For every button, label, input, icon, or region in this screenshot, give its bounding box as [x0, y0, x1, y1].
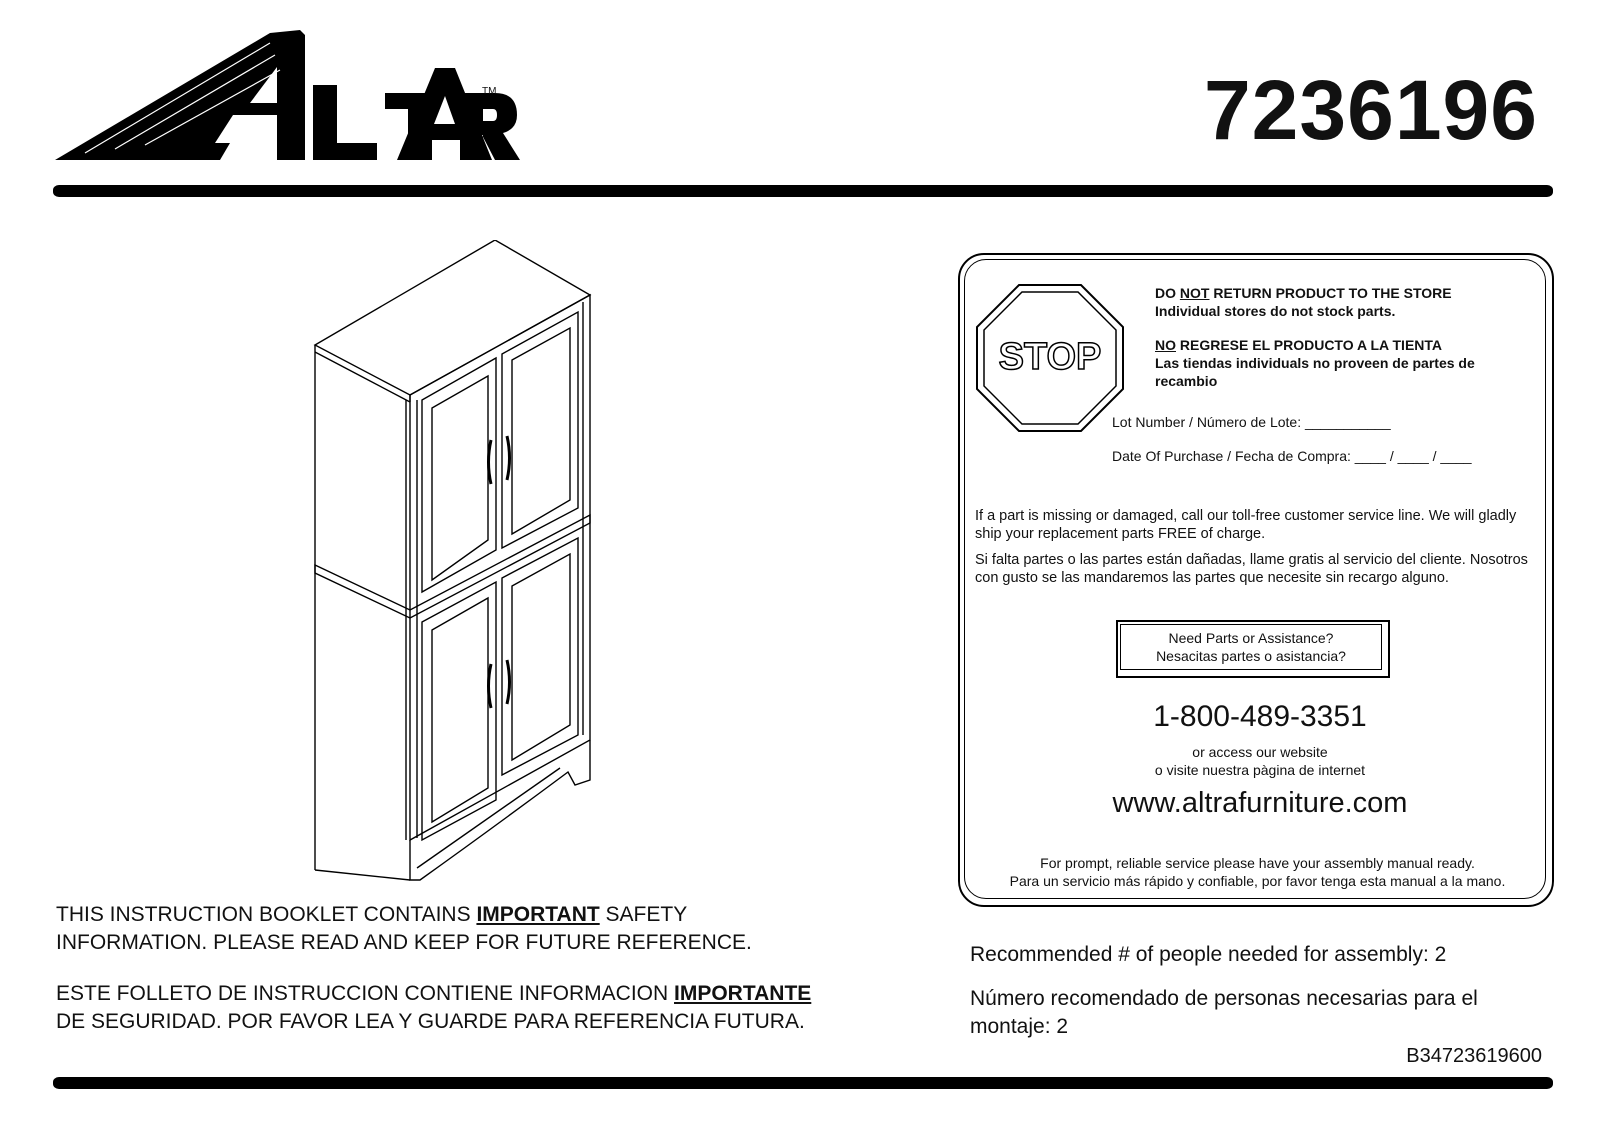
warn-es-sub: Las tiendas individuals no proveen de partes de recambio — [1155, 355, 1475, 389]
warn-es-no: NO — [1155, 337, 1176, 353]
bottom-divider — [53, 1077, 1553, 1089]
model-number: 7236196 — [1203, 63, 1538, 157]
notice-en-text-post: SAFETY — [599, 903, 688, 926]
assistance-box-inner — [1120, 624, 1382, 670]
warning-es — [1155, 336, 1525, 390]
warning-en — [1155, 284, 1525, 320]
notice-es-important: IMPORTANTE — [674, 982, 812, 1005]
trademark-label: TM — [482, 86, 497, 97]
access-website-en: or access our website — [1192, 744, 1328, 760]
prompt-service-en: For prompt, reliable service please have your assembly manual ready. — [1040, 855, 1475, 871]
stop-sign-icon — [975, 283, 1125, 433]
people-needed-en: Recommended # of people needed for assembly: 2 — [970, 943, 1447, 966]
brand-letters — [397, 64, 492, 164]
notice-en-text: THIS INSTRUCTION BOOKLET CONTAINS — [56, 903, 477, 926]
notice-es-text: ESTE FOLLETO DE INSTRUCCION CONTIENE INFORMACION — [56, 982, 675, 1005]
phone-number[interactable]: 1-800-489-3351 — [1153, 700, 1367, 733]
people-needed-es: Número recomendado de personas necesarias para el montaje: 2 — [970, 987, 1478, 1038]
missing-parts-es: Si falta partes o las partes están dañadas, llame gratis al servicio del cliente. Nosotros con gusto se las mandaremos las partes que necesite sin recargo alguno. — [975, 552, 1528, 586]
cabinet-illustration-icon — [310, 240, 610, 895]
assistance-es: Nesacitas partes o asistancia? — [1156, 648, 1346, 664]
website-link[interactable]: www.altrafurniture.com — [1112, 787, 1408, 819]
letter-a-icon — [397, 64, 492, 164]
document-code: B34723619600 — [1406, 1045, 1542, 1067]
warn-en-do: DO — [1155, 285, 1180, 301]
notice-en-important: IMPORTANT — [476, 903, 600, 926]
warn-en-rest: RETURN PRODUCT TO THE STORE — [1209, 285, 1452, 301]
prompt-service-es: Para un servicio más rápido y confiable, por favor tenga esta manual a la mano. — [1009, 873, 1506, 889]
stop-sign-label: STOP — [998, 336, 1102, 378]
safety-notice-es — [56, 980, 916, 1036]
assistance-en: Need Parts or Assistance? — [1168, 630, 1334, 646]
access-website-es: o visite nuestra pàgina de internet — [1154, 762, 1366, 778]
notice-es-line2: DE SEGURIDAD. POR FAVOR LEA Y GUARDE PARA REFERENCIA FUTURA. — [56, 1010, 805, 1033]
missing-parts-en: If a part is missing or damaged, call our toll-free customer service line. We will gladly ship your replacement parts FREE of charge. — [975, 508, 1517, 542]
safety-notice-en — [56, 901, 916, 957]
lot-number-field: Lot Number / Número de Lote: ___________ — [1112, 414, 1391, 430]
top-divider — [53, 185, 1553, 197]
warn-es-rest: REGRESE EL PRODUCTO A LA TIENTA — [1176, 337, 1443, 353]
notice-en-line2: INFORMATION. PLEASE READ AND KEEP FOR FUTURE REFERENCE. — [56, 931, 752, 954]
warn-en-sub: Individual stores do not stock parts. — [1155, 303, 1396, 319]
purchase-date-field: Date Of Purchase / Fecha de Compra: ____ / ____ / ____ — [1112, 448, 1472, 464]
warn-en-not: NOT — [1179, 285, 1210, 301]
